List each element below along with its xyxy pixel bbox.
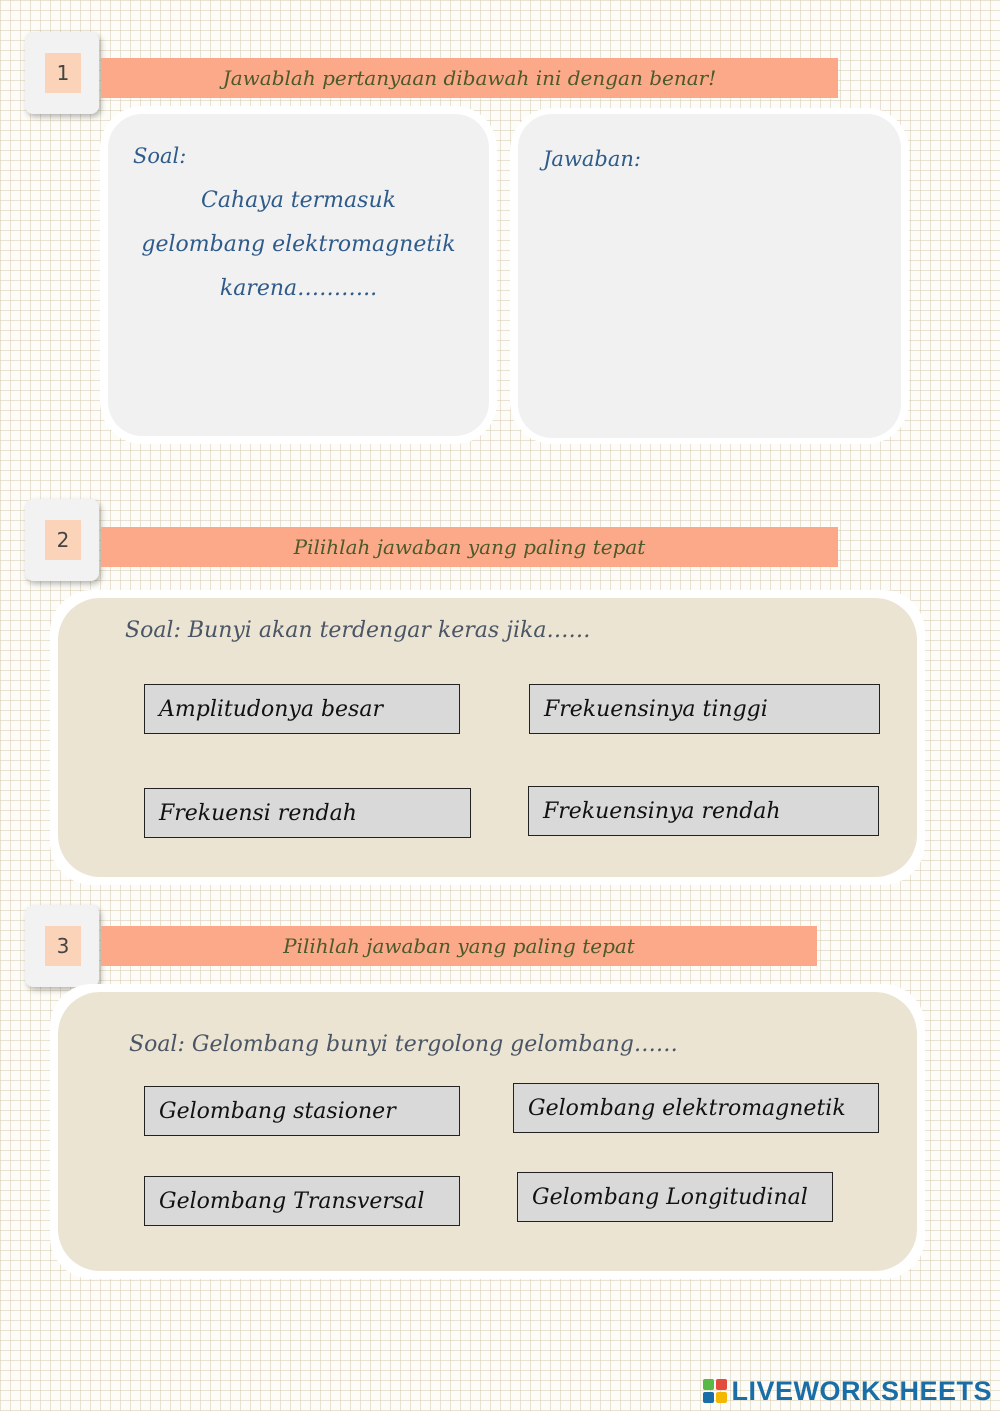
- question-1-card: [108, 114, 489, 436]
- section-2-number-box: [25, 499, 99, 581]
- question-2-text: Soal: Bunyi akan terdengar keras jika……: [125, 618, 591, 643]
- section-2-banner: Pilihlah jawaban yang paling tepat: [101, 527, 838, 567]
- question-2-option-c[interactable]: Frekuensi rendah: [144, 788, 471, 838]
- section-3-banner: Pilihlah jawaban yang paling tepat: [101, 926, 817, 966]
- question-3-option-d[interactable]: Gelombang Longitudinal: [517, 1172, 833, 1222]
- question-1-frame: [100, 106, 497, 444]
- question-2-card: [58, 598, 917, 877]
- question-3-text: Soal: Gelombang bunyi tergolong gelombang……: [129, 1032, 678, 1057]
- question-3-option-a[interactable]: Gelombang stasioner: [144, 1086, 460, 1136]
- question-2-option-a[interactable]: Amplitudonya besar: [144, 684, 460, 734]
- answer-1-label: Jawaban:: [543, 147, 641, 171]
- question-3-card: [58, 992, 917, 1271]
- question-1-line: karena………..: [219, 276, 378, 301]
- liveworksheets-logo-icon: [703, 1379, 727, 1403]
- question-3-option-c[interactable]: Gelombang Transversal: [144, 1176, 460, 1226]
- question-2-option-d[interactable]: Frekuensinya rendah: [528, 786, 879, 836]
- question-3-option-b[interactable]: Gelombang elektromagnetik: [513, 1083, 879, 1133]
- section-2-number: 2: [45, 520, 81, 560]
- question-1-text: [128, 179, 469, 311]
- section-1-number-box: [25, 32, 99, 114]
- section-3-number-box: [25, 905, 99, 987]
- question-1-line: gelombang elektromagnetik: [141, 232, 456, 257]
- section-1-banner: Jawablah pertanyaan dibawah ini dengan benar!: [101, 58, 838, 98]
- answer-1-card[interactable]: [518, 114, 901, 438]
- question-3-frame: [50, 984, 925, 1279]
- question-1-label: Soal:: [133, 144, 187, 168]
- answer-1-frame: [510, 108, 909, 444]
- liveworksheets-logo: [703, 1375, 992, 1407]
- section-1-number: 1: [45, 53, 81, 93]
- question-2-option-b[interactable]: Frekuensinya tinggi: [529, 684, 880, 734]
- section-3-number: 3: [45, 926, 81, 966]
- question-2-frame: [50, 590, 925, 885]
- answer-1-field[interactable]: [543, 189, 876, 413]
- logo-text: LIVEWORKSHEETS: [731, 1375, 992, 1406]
- question-1-line: Cahaya termasuk: [201, 188, 396, 213]
